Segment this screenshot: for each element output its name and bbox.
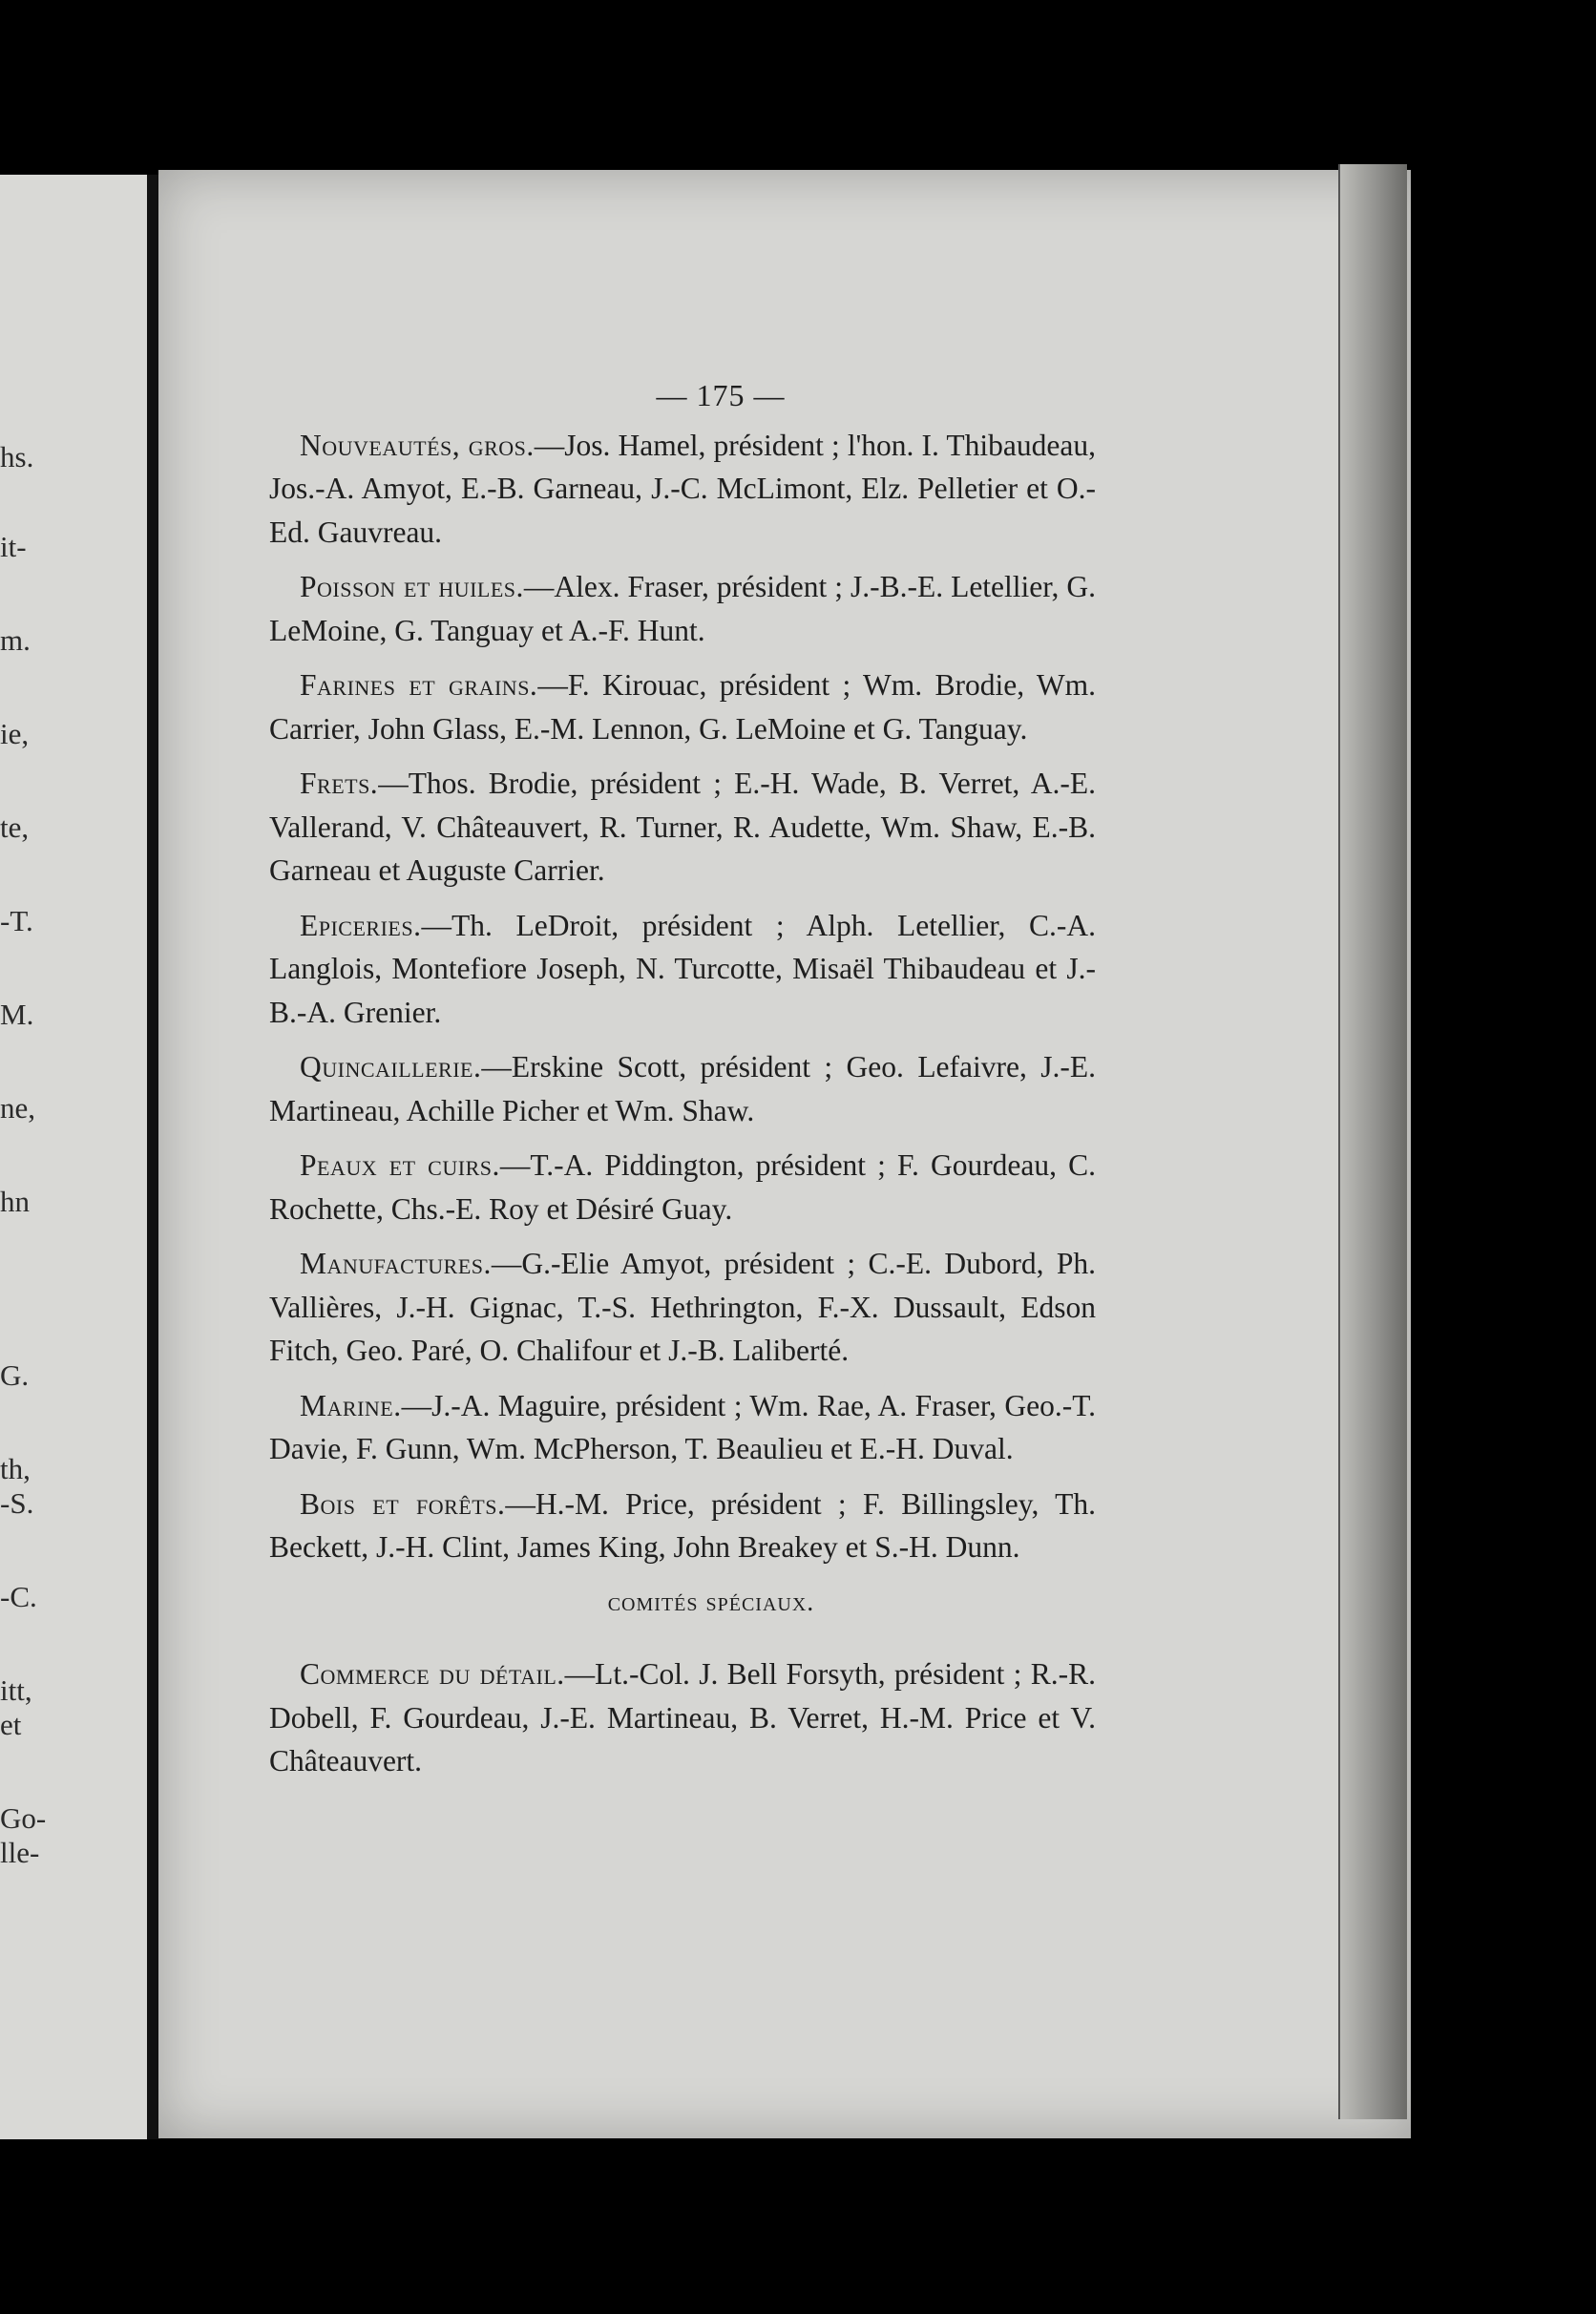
- committee-members: —Lt.-Col. J. Bell Forsyth, président ; R.-R. Dobell, F. Gourdeau, J.-E. Martineau, B. Verret, H.-M. Price et V. Châteauvert.: [269, 1657, 1096, 1778]
- left-fragment: M.: [0, 998, 34, 1031]
- committee-heading: Manufactures.: [300, 1247, 492, 1280]
- committee-entry: [269, 565, 1096, 652]
- committee-entry: [269, 1242, 1096, 1373]
- committee-entry: [269, 904, 1096, 1035]
- committee-heading: Poisson et huiles.: [300, 570, 524, 603]
- left-fragment: ne,: [0, 1091, 36, 1125]
- committee-heading: Nouveautés, gros.: [300, 428, 535, 462]
- committee-members: —Erskine Scott, président ; Geo. Lefaivre, J.-E. Martineau, Achille Picher et Wm. Shaw.: [269, 1050, 1096, 1127]
- committee-entry: [269, 1045, 1096, 1132]
- left-fragment: lle-: [0, 1836, 40, 1869]
- committee-members: —J.-A. Maguire, président ; Wm. Rae, A. Fraser, Geo.-T. Davie, F. Gunn, Wm. McPherson, T. Beaulieu et E.-H. Duval.: [269, 1388, 1096, 1465]
- left-fragment: -C.: [0, 1580, 37, 1613]
- committee-members: —Alex. Fraser, président ; J.-B.-E. Letellier, G. LeMoine, G. Tanguay et A.-F. Hunt.: [269, 570, 1096, 647]
- left-fragment: Go-: [0, 1801, 47, 1835]
- committee-heading: Commerce du détail.: [300, 1657, 565, 1691]
- left-fragment: it-: [0, 530, 27, 563]
- committee-members: —G.-Elie Amyot, président ; C.-E. Dubord, Ph. Vallières, J.-H. Gignac, T.-S. Hethrington, F.-X. Dussault, Edson Fitch, Geo. Paré, O. Chalifour et J.-B. Laliberté.: [269, 1247, 1096, 1367]
- committee-entry: [269, 663, 1096, 750]
- left-fragment: te,: [0, 810, 30, 844]
- committee-heading: Farines et grains.: [300, 668, 538, 702]
- left-fragment: ie,: [0, 717, 30, 750]
- left-fragment: th,: [0, 1452, 31, 1485]
- left-fragment: hn: [0, 1185, 30, 1218]
- committee-heading: Marine.: [300, 1388, 402, 1422]
- left-fragment: itt,: [0, 1673, 32, 1707]
- page-edge: [1338, 164, 1407, 2119]
- left-fragment: -T.: [0, 904, 33, 937]
- page-number: — 175 —: [656, 378, 786, 412]
- facing-page-fragment: [0, 175, 153, 2139]
- page-content: [269, 374, 1096, 1795]
- committee-heading: Epiceries.: [300, 908, 422, 942]
- left-fragment: G.: [0, 1358, 30, 1392]
- committee-heading: Frets.: [300, 767, 379, 800]
- committee-entry: [269, 1144, 1096, 1231]
- committee-heading: Bois et forêts.: [300, 1486, 506, 1521]
- committee-members: —T.-A. Piddington, président ; F. Gourdeau, C. Rochette, Chs.-E. Roy et Désiré Guay.: [269, 1148, 1096, 1226]
- committee-members: —Jos. Hamel, président ; l'hon. I. Thibaudeau, Jos.-A. Amyot, E.-B. Garneau, J.-C. McLimont, Elz. Pelletier et O.-Ed. Gauvreau.: [269, 428, 1096, 549]
- committee-heading: Quincaillerie.: [300, 1050, 482, 1083]
- left-fragment: et: [0, 1708, 22, 1741]
- committee-entry: [269, 424, 1096, 555]
- committee-entry: [269, 762, 1096, 893]
- section-heading: comités spéciaux.: [607, 1587, 815, 1617]
- committee-entry: [269, 1652, 1096, 1783]
- committee-members: —H.-M. Price, président ; F. Billingsley, Th. Beckett, J.-H. Clint, James King, John Breakey et S.-H. Dunn.: [269, 1486, 1096, 1564]
- committee-members: —Th. LeDroit, président ; Alph. Letellier, C.-A. Langlois, Montefiore Joseph, N. Turcotte, Misaël Thibaudeau et J.-B.-A. Grenier.: [269, 908, 1096, 1029]
- committee-members: —Thos. Brodie, président ; E.-H. Wade, B. Verret, A.-E. Vallerand, V. Châteauvert, R. Turner, R. Audette, Wm. Shaw, E.-B. Garneau et Auguste Carrier.: [269, 767, 1096, 887]
- committee-entry: [269, 1384, 1096, 1471]
- committee-heading: Peaux et cuirs.: [300, 1148, 500, 1182]
- committee-entry: [269, 1483, 1096, 1569]
- left-fragment: hs.: [0, 440, 34, 473]
- left-fragment: m.: [0, 623, 31, 657]
- left-fragment: -S.: [0, 1486, 34, 1520]
- committee-members: —F. Kirouac, président ; Wm. Brodie, Wm. Carrier, John Glass, E.-M. Lennon, G. LeMoine et G. Tanguay.: [269, 668, 1096, 746]
